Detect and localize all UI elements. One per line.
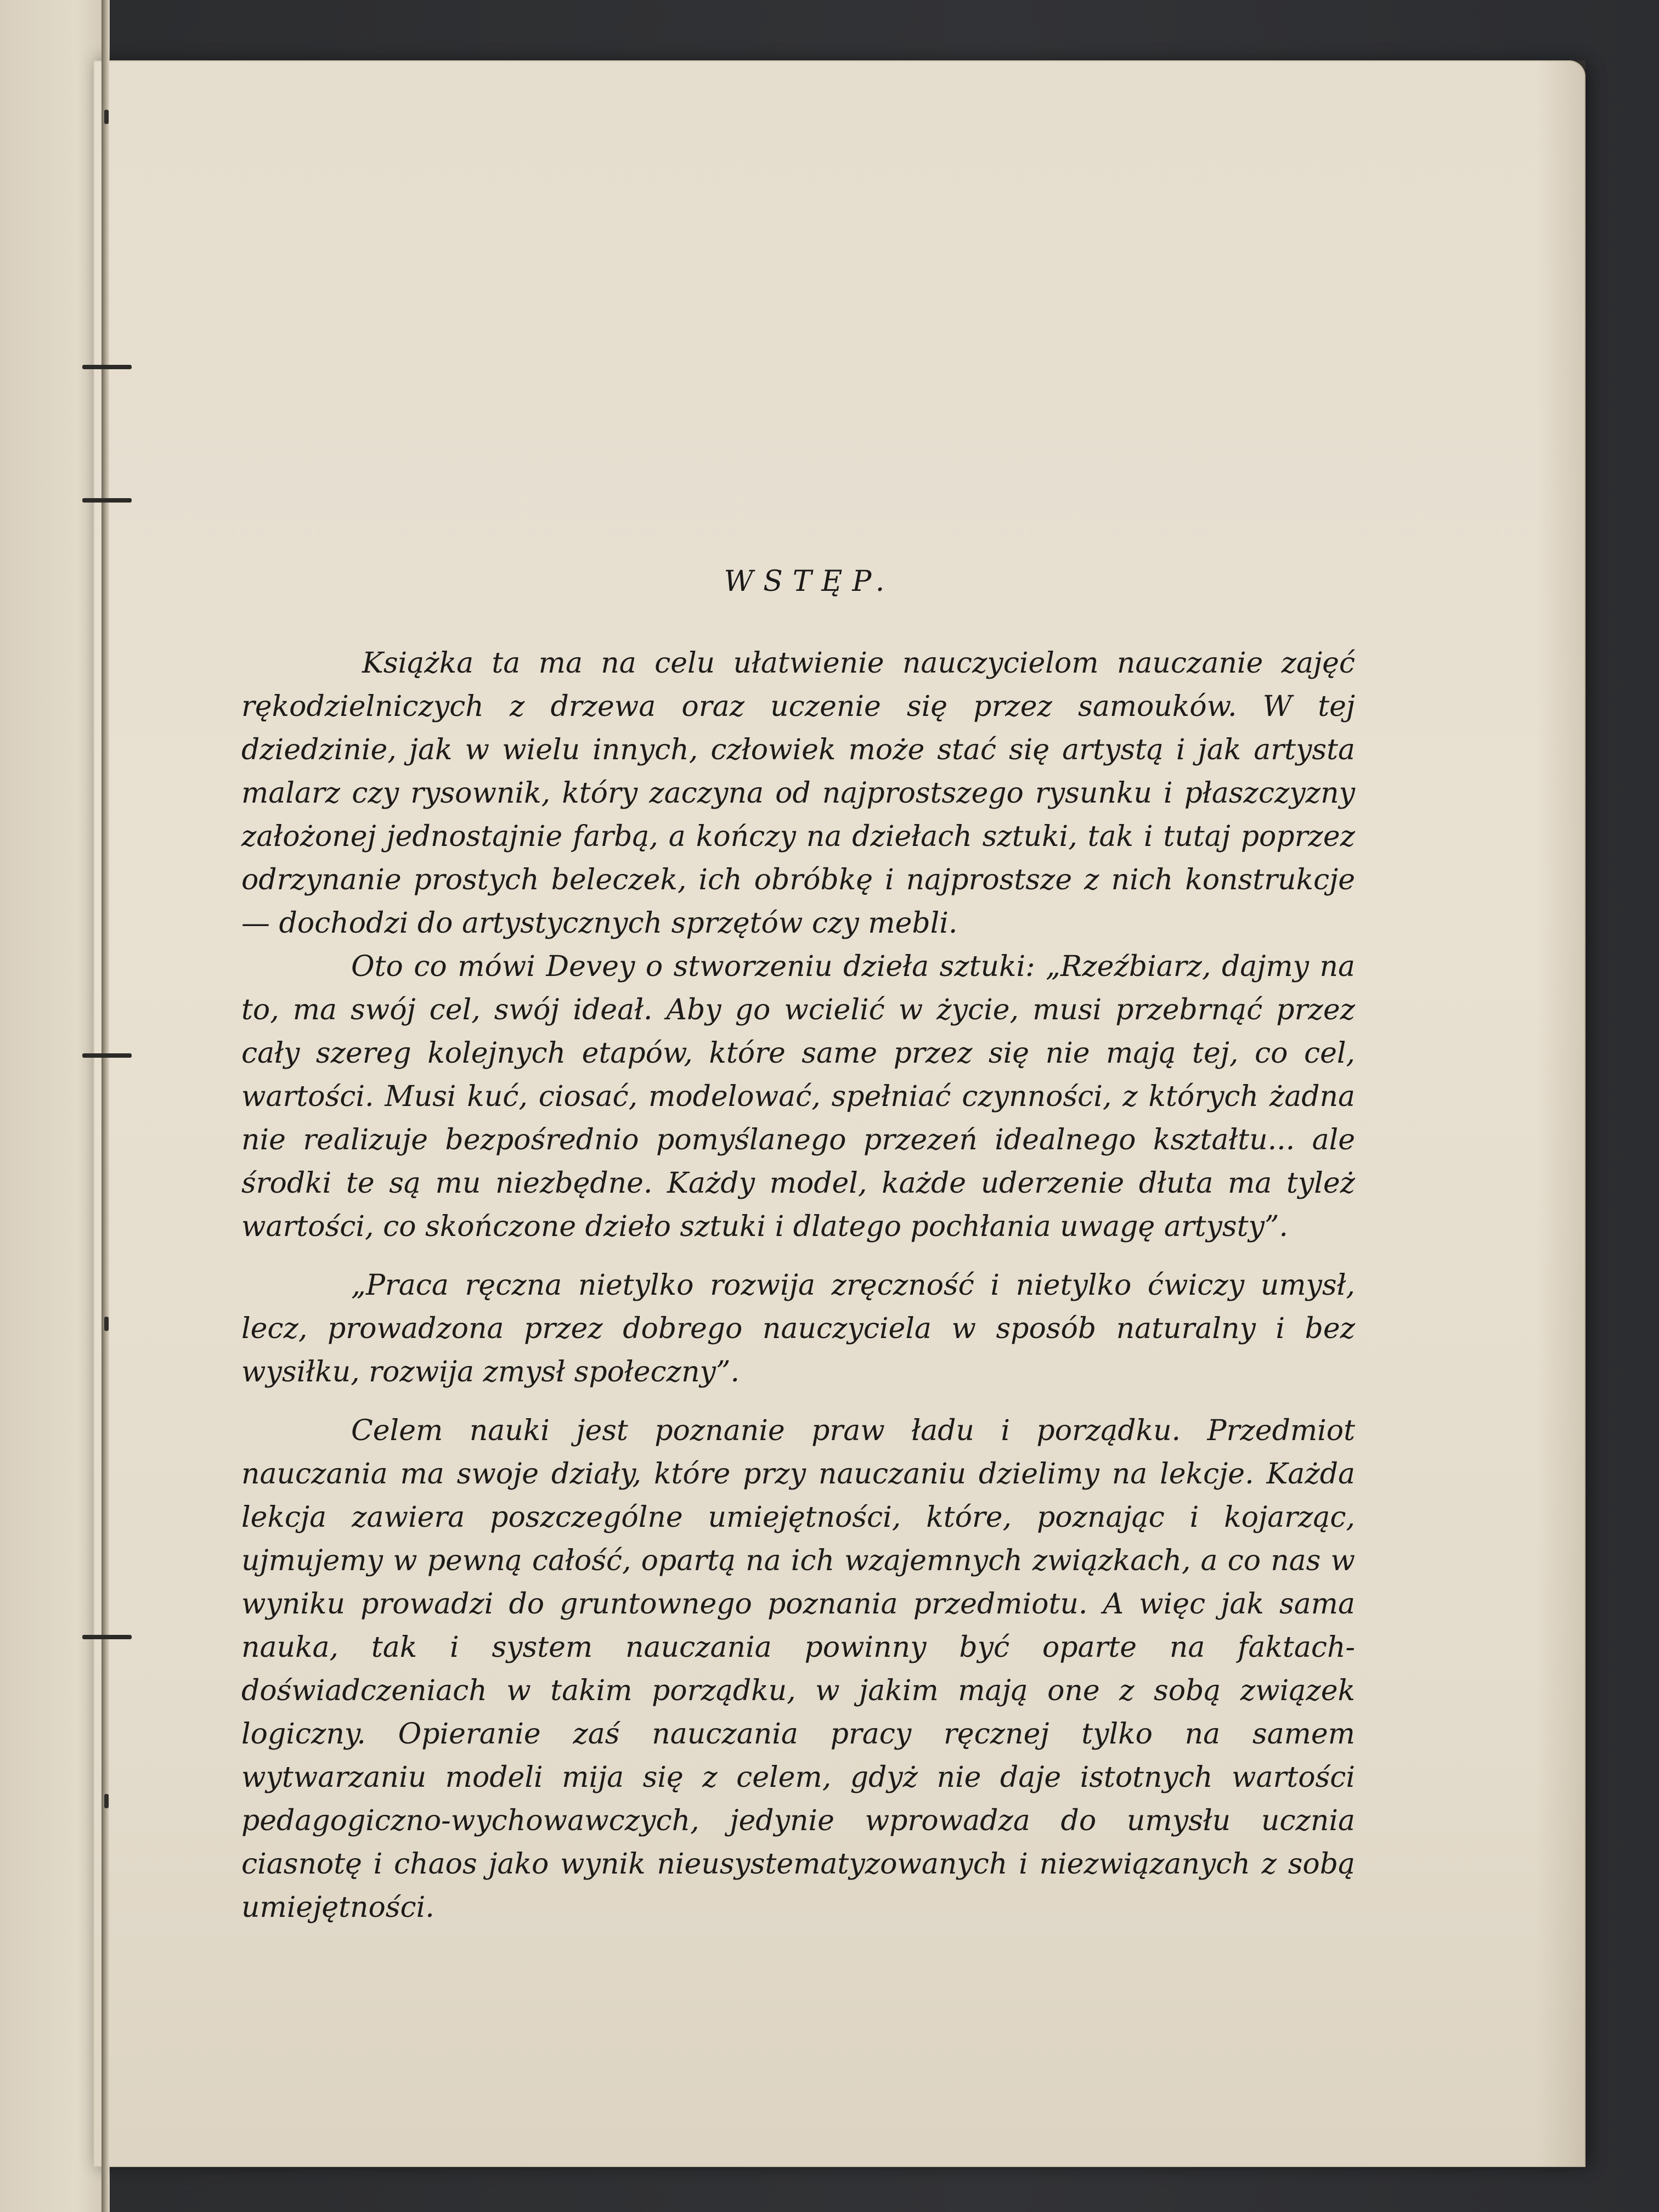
paragraph: Oto co mówi Devey o stworzeniu dzieła sztuki: „Rzeźbiarz, dajmy na to, ma swój cel, swój ideał. Aby go wcielić w życie, musi przebrnąć przez cały szereg kolejnych etapów, które same przez się nie mają tej, co cel, wartości. Musi kuć, ciosać, modelować, spełniać czynności, z których żadna nie realizuje bezpośrednio pomyślanego przezeń idealnego kształtu... ale środki te są mu niezbędne. Każdy model, każde uderzenie dłuta ma tyleż wartości, co skończone dzieło sztuki i dlatego pochłania uwagę artysty”. — [241, 950, 1355, 1243]
page-text — [241, 565, 1355, 1929]
paragraph: Książka ta ma na celu ułatwienie nauczycielom nauczanie zajęć rękodzielniczych z drzewa oraz uczenie się przez samouków. W tej dziedzinie, jak w wielu innych, człowiek może stać się artystą i jak artysta malarz czy rysownik, który zaczyna od najprostszego rysunku i płaszczyzny założonej jednostajnie farbą, a kończy na dziełach sztuki, tak i tutaj poprzez odrzynanie prostych beleczek, ich obróbkę i najprostsze z nich konstrukcje — dochodzi do artystycznych sprzętów czy mebli. — [241, 647, 1355, 940]
page-title: WSTĘP. — [724, 565, 895, 598]
binding-stitch — [82, 498, 132, 503]
binding-thread — [104, 1794, 109, 1808]
binding-stitch — [82, 365, 132, 369]
page-shadow-edge — [1536, 60, 1585, 2167]
binding-stitch — [82, 1635, 132, 1639]
paragraph: Celem nauki jest poznanie praw ładu i porządku. Przedmiot nauczania ma swoje działy, które przy nauczaniu dzielimy na lekcje. Każda lekcja zawiera poszczególne umiejętności, które, poznając i kojarząc, ujmujemy w pewną całość, opartą na ich wzajemnych związkach, a co nas w wyniku prowadzi do gruntownego poznania przedmiotu. A więc jak sama nauka, tak i system nauczania powinny być oparte na faktach-doświadczeniach w takim porządku, w jakim mają one z sobą związek logiczny. Opieranie zaś nauczania pracy ręcznej tylko na samem wytwarzaniu modeli mija się z celem, gdyż nie daje istotnych wartości pedagogiczno-wychowawczych, jedynie wprowadza do umysłu ucznia ciasnotę i chaos jako wynik nieusystematyzowanych i niezwiązanych z sobą umiejętności. — [241, 1414, 1355, 1924]
binding-thread — [104, 110, 109, 124]
paragraph: „Praca ręczna nietylko rozwija zręczność i nietylko ćwiczy umysł, lecz, prowadzona przez dobrego nauczyciela w sposób naturalny i bez wysiłku, rozwija zmysł społeczny”. — [241, 1269, 1355, 1389]
binding-thread — [104, 1317, 109, 1331]
binding-stitch — [82, 1053, 132, 1058]
book-spine — [101, 0, 109, 2212]
